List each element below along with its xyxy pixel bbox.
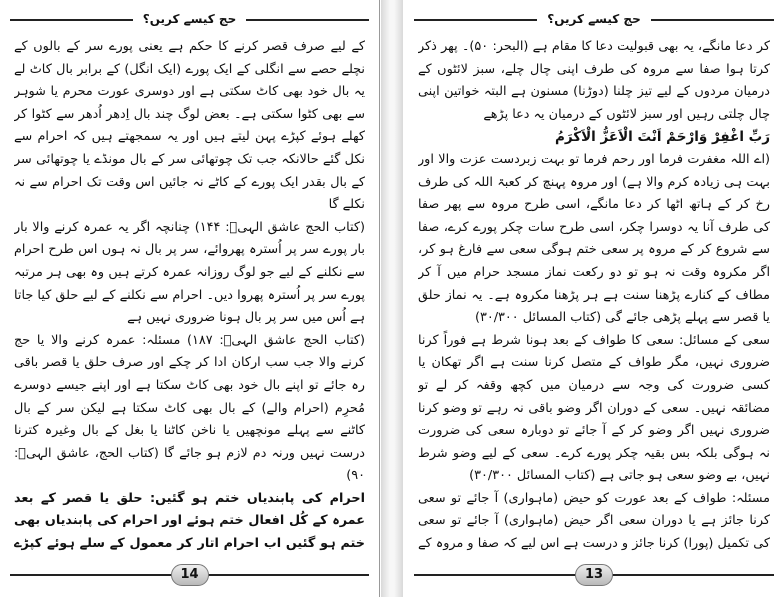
left-page-body: [14, 36, 365, 557]
left-page: [0, 0, 380, 597]
right-page: [404, 0, 784, 597]
left-page-footer: [10, 563, 369, 587]
paragraph: (کتاب الحج عاشق الہیؒ: ۱۴۴) چنانچہ اگر یہ عمرہ کرنے والا بار بار پورے سر پر اُسترہ پھروائے، سر پر بال نہ ہوں اس طرح احرام سے نکلنے کے لیے جو لوگ روزانہ عمرہ کرتے ہیں وہ بھی ہر مرتبہ پورے سر پر اُسترہ پھروا دیں۔ احرام سے نکلنے کے لیے حلق کیا جاتا ہے اُس میں سر پر بال ہونا ضروری نہیں ہے: [14, 219, 365, 326]
section-paragraph: احرام کی پابندیاں ختم ہو گئیں: حلق یا قصر کے بعد عمرہ کے کُل افعال ختم ہوئے اور احرام کی پابندیاں بھی ختم ہو گئیں اب احرام اتار کر معمول کے سلے ہوئے کپڑے: [14, 490, 365, 552]
book-gutter: [381, 0, 403, 597]
arabic-prayer: رَبِّ اغْفِرْ وَارْحَمْ اَنْتَ الْاَعَزُّ الْاَکْرَمُ: [554, 129, 770, 146]
paragraph: مسئلہ: طواف کے بعد عورت کو حیض (ماہواری) آ جائے تو سعی کرنا جائز ہے یا دوران سعی اگر حیض (ماہواری) آ جائے تو سعی کی تکمیل (پورا) کرنا جائز و درست ہے اس لیے کہ صفا و مروہ کے: [418, 490, 770, 552]
paragraph: کے لیے صرف قصر کرنے کا حکم ہے یعنی پورے سر کے بالوں کے نچلے حصے سے انگلی کے ایک پورے (ایک انگل) کے برابر بال کاٹ لے یہ بال خود بھی کاٹ سکتی ہے اور دوسری عورت محرم یا شوہر سے بھی کٹوا سکتی ہے۔ بعض لوگ چند بال اِدھر اُدھر سے کٹوا کر کھلے ہوئے کپڑے پہن لیتے ہیں اور یہ سمجھتے ہیں کہ احرام سے نکل گئے حالانکہ جب تک چوتھائی سر کے بال مونڈے یا چوتھائی سر کے بال بقدر ایک پورے کے کاٹے نہ جائیں اس وقت تک احرام سے نہ نکلے گا: [14, 39, 365, 213]
paragraph: (کتاب الحج عاشق الہیؒ: ۱۸۷) مسئلہ: عمرہ کرنے والا یا حج کرنے والا جب سب ارکان ادا کر چکے اور صرف حلق یا قصر باقی رہ جائے تو اپنے بال خود بھی کاٹ سکتا ہے اور اپنے جیسے دوسرے مُحرِم (احرام والے) کے بال بھی کاٹ سکتا ہے لیکن سر کے بال کاٹنے سے پہلے مونچھیں یا ناخن کاٹنا یا بغل کے بال وغیرہ کترنا درست نہیں ورنہ دم لازم ہو جائے گا (کتاب الحج، عاشق الہیؒ: ۹۰): [14, 332, 365, 484]
running-title: حج کیسے کریں؟: [537, 8, 650, 30]
section-paragraph: سعی کے مسائل: سعی کا طواف کے بعد ہونا شرط ہے فوراً کرنا ضروری نہیں، مگر طواف کے متصل کرنا سنت ہے اگر تھکان یا کسی ضرورت کی وجہ سے درمیان میں کچھ وقفہ کر لے تو مضائقہ نہیں۔ سعی کے دوران اگر وضو باقی نہ رہے تو وضو کرنا ضروری نہیں اگر وضو کر کے آ جائے تو دوبارہ سعی کی ضرورت نہ ہوگی بلکہ بس بقیہ چکر پورے کرے۔ سعی کے لیے وضو شرط نہیں، بے وضو سعی ہو جاتی ہے (کتاب المسائل ۳۰/۳۰۰): [418, 332, 770, 484]
paragraph: کر دعا مانگے، یہ بھی قبولیت دعا کا مقام ہے (البحر: ۵۰)۔ پھر ذکر کرتا ہوا صفا سے مروہ کی طرف اپنی چال چلے، سبز لائٹوں کے درمیان مردوں کے لیے تیز چلنا (دوڑنا) مسنون ہے البتہ خواتین اپنی چال چلتی رہیں اور سبز لائٹوں کے درمیان یہ دعا پڑھے: [418, 39, 770, 122]
right-page-body: [418, 36, 770, 557]
page-number: 14: [171, 564, 209, 586]
paragraph: (اے اللہ مغفرت فرما اور رحم فرما تو بہت زبردست عزت والا اور بہت ہی زیادہ کرم والا ہے) اور مروہ پہنچ کر کعبۃ اللہ کی طرف رخ کر کے ہاتھ اٹھا کر دعا مانگے، اسی طرح مروہ سے پھر صفا کی طرف آنا یہ دوسرا چکر، اسی طرح سات چکر پورے کرے، صفا سے شروع کر کے مروہ پر سعی ختم ہوگی سعی سے فارغ ہو کر، اگر مکروہ وقت نہ ہو تو دو رکعت نماز مسجد حرام میں آ کر مطاف کے کنارے پڑھنا سنت ہے ہر پڑھنا مکروہ ہے۔ یہ نماز حلق یا قصر سے پہلے پڑھی جائے گی (کتاب المسائل ۳۰/۳۰۰): [418, 151, 770, 326]
right-page-header: [414, 8, 774, 30]
left-page-header: [10, 8, 369, 30]
page-number: 13: [575, 564, 613, 586]
running-title: حج کیسے کریں؟: [133, 8, 246, 30]
right-page-footer: [414, 563, 774, 587]
